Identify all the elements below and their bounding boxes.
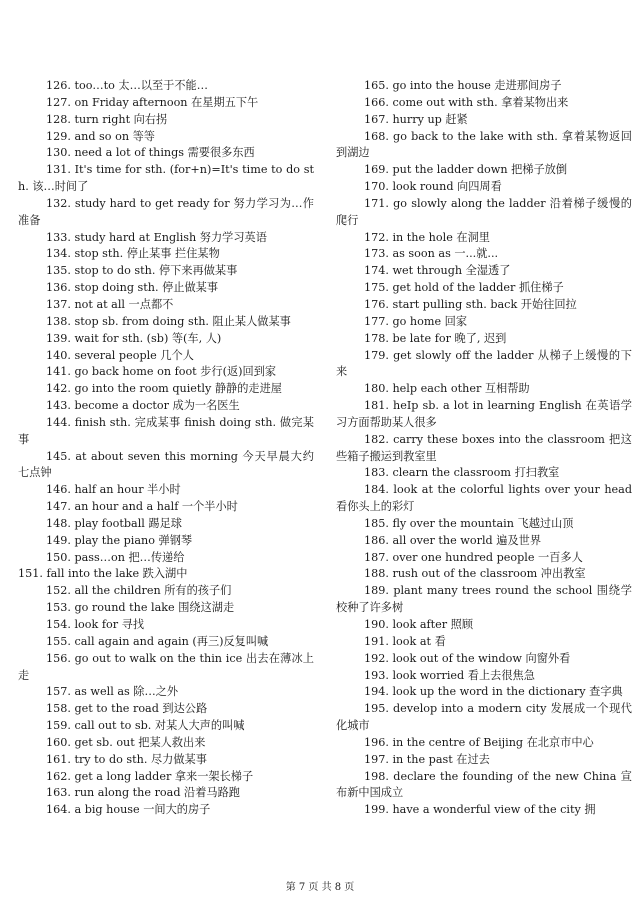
phrase-entry: 183. clearn the classroom 打扫教室	[364, 466, 560, 480]
phrase-entry: 174. wet through 全湿透了	[364, 264, 511, 278]
phrase-entry: 187. over one hundred people 一百多人	[364, 550, 583, 564]
phrase-entry: 160. get sb. out 把某人救出来	[46, 735, 206, 749]
phrase-entry: 138. stop sb. from doing sth. 阻止某人做某事	[46, 314, 291, 328]
phrase-entry: 150. pass…on 把…传递给	[46, 550, 185, 564]
phrase-entry: 155. call again and again (再三)反复叫喊	[46, 634, 269, 648]
phrase-entry: 163. run along the road 沿着马路跑	[46, 786, 240, 800]
right-column	[336, 78, 632, 819]
phrase-entry: 156. go out to walk on the thin ice 出去在薄冰上走	[18, 651, 314, 682]
phrase-entry: 153. go round the lake 围绕这湖走	[46, 601, 235, 615]
phrase-entry: 127. on Friday afternoon 在星期五下午	[46, 95, 259, 109]
phrase-entry: 145. at about seven this morning 今天早晨大约七点钟	[18, 449, 314, 480]
phrase-entry: 151. fall into the lake 跌入湖中	[18, 567, 188, 581]
phrase-entry: 168. go back to the lake with sth. 拿着某物返回到湖边	[336, 129, 632, 160]
phrase-entry: 159. call out to sb. 对某人大声的叫喊	[46, 719, 245, 733]
phrase-entry: 189. plant many trees round the school 围绕学校种了许多树	[336, 584, 632, 615]
phrase-entry: 136. stop doing sth. 停止做某事	[46, 281, 219, 295]
phrase-entry: 140. several people 几个人	[46, 348, 194, 362]
phrase-entry: 185. fly over the mountain 飞越过山顶	[364, 516, 574, 530]
phrase-entry: 195. develop into a modern city 发展成一个现代化城市	[336, 702, 632, 733]
phrase-entry: 196. in the centre of Beijing 在北京市中心	[364, 735, 594, 749]
left-column	[18, 78, 314, 819]
phrase-entry: 129. and so on 等等	[46, 129, 155, 143]
phrase-entry: 179. get slowly off the ladder 从梯子上缓慢的下来	[336, 348, 632, 379]
phrase-entry: 199. have a wonderful view of the city 拥	[364, 803, 596, 817]
phrase-entry: 154. look for 寻找	[46, 618, 145, 631]
phrase-entry: 147. an hour and a half 一个半小时	[46, 500, 238, 514]
phrase-entry: 197. in the past 在过去	[364, 752, 490, 766]
phrase-entry: 143. become a doctor 成为一名医生	[46, 399, 240, 413]
phrase-entry: 164. a big house 一间大的房子	[46, 803, 211, 817]
phrase-entry: 173. as soon as 一...就...	[364, 247, 499, 261]
phrase-entry: 135. stop to do sth. 停下来再做某事	[46, 264, 238, 278]
phrase-entry: 169. put the ladder down 把梯子放倒	[364, 163, 568, 177]
phrase-entry: 192. look out of the window 向窗外看	[364, 651, 571, 665]
phrase-entry: 166. come out with sth. 拿着某物出来	[364, 95, 569, 109]
phrase-entry: 191. look at 看	[364, 634, 446, 648]
phrase-entry: 126. too…to 太…以至于不能…	[46, 79, 208, 92]
phrase-entry: 133. study hard at English 努力学习英语	[46, 230, 267, 244]
phrase-entry: 146. half an hour 半小时	[46, 483, 181, 497]
phrase-entry: 132. study hard to get ready for 努力学习为…作准备	[18, 196, 314, 227]
phrase-entry: 182. carry these boxes into the classroom 把这些箱子搬运到教室里	[336, 432, 632, 463]
phrase-entry: 149. play the piano 弹钢琴	[46, 533, 193, 547]
phrase-entry: 152. all the children 所有的孩子们	[46, 584, 232, 598]
phrase-entry: 175. get hold of the ladder 抓住梯子	[364, 281, 564, 295]
phrase-entry: 148. play football 踢足球	[46, 516, 182, 530]
phrase-entry: 180. help each other 互相帮助	[364, 382, 530, 396]
phrase-entry: 157. as well as 除…之外	[46, 685, 179, 699]
phrase-entry: 188. rush out of the classroom 冲出教室	[364, 567, 586, 581]
phrase-entry: 170. look round 向四周看	[364, 180, 502, 194]
phrase-entry: 142. go into the room quietly 静静的走进屋	[46, 382, 282, 396]
phrase-entry: 158. get to the road 到达公路	[46, 702, 208, 716]
phrase-entry: 130. need a lot of things 需要很多东西	[46, 146, 255, 160]
page-footer: 第 7 页 共 8 页	[285, 882, 355, 893]
phrase-entry: 144. finish sth. 完成某事 finish doing sth. 做完某事	[18, 415, 314, 446]
phrase-entry: 141. go back home on foot 步行(返)回到家	[46, 365, 277, 379]
phrase-entry: 177. go home 回家	[364, 314, 468, 328]
phrase-entry: 172. in the hole 在洞里	[364, 230, 490, 244]
phrase-entry: 184. look at the colorful lights over your head 看你头上的彩灯	[336, 483, 632, 514]
phrase-entry: 194. look up the word in the dictionary 查字典	[364, 685, 623, 699]
phrase-entry: 162. get a long ladder 拿来一架长梯子	[46, 769, 254, 783]
phrase-entry: 171. go slowly along the ladder 沿着梯子缓慢的爬行	[336, 196, 632, 227]
phrase-entry: 128. turn right 向右拐	[46, 112, 168, 126]
phrase-entry: 198. declare the founding of the new China 宣布新中国成立	[336, 769, 632, 800]
phrase-entry: 167. hurry up 赶紧	[364, 112, 468, 126]
phrase-entry: 178. be late for 晚了, 迟到	[364, 331, 507, 345]
phrase-entry: 134. stop sth. 停止某事 拦住某物	[46, 247, 220, 261]
phrase-entry: 165. go into the house 走进那间房子	[364, 79, 562, 92]
phrase-entry: 161. try to do sth. 尽力做某事	[46, 752, 207, 766]
phrase-entry: 186. all over the world 遍及世界	[364, 533, 542, 547]
phrase-entry: 181. heIp sb. a lot in learning English 在英语学习方面帮助某人很多	[336, 399, 632, 429]
phrase-entry: 131. It's time for sth. (for+n)=It's time to do sth. 该…时间了	[18, 163, 314, 194]
phrase-entry: 176. start pulling sth. back 开始往回拉	[364, 297, 577, 311]
phrase-entry: 137. not at all 一点都不	[46, 297, 174, 311]
phrase-entry: 193. look worried 看上去很焦急	[364, 668, 535, 682]
phrase-entry: 139. wait for sth. (sb) 等(车, 人)	[46, 331, 222, 345]
phrase-entry: 190. look after 照顾	[364, 618, 474, 631]
